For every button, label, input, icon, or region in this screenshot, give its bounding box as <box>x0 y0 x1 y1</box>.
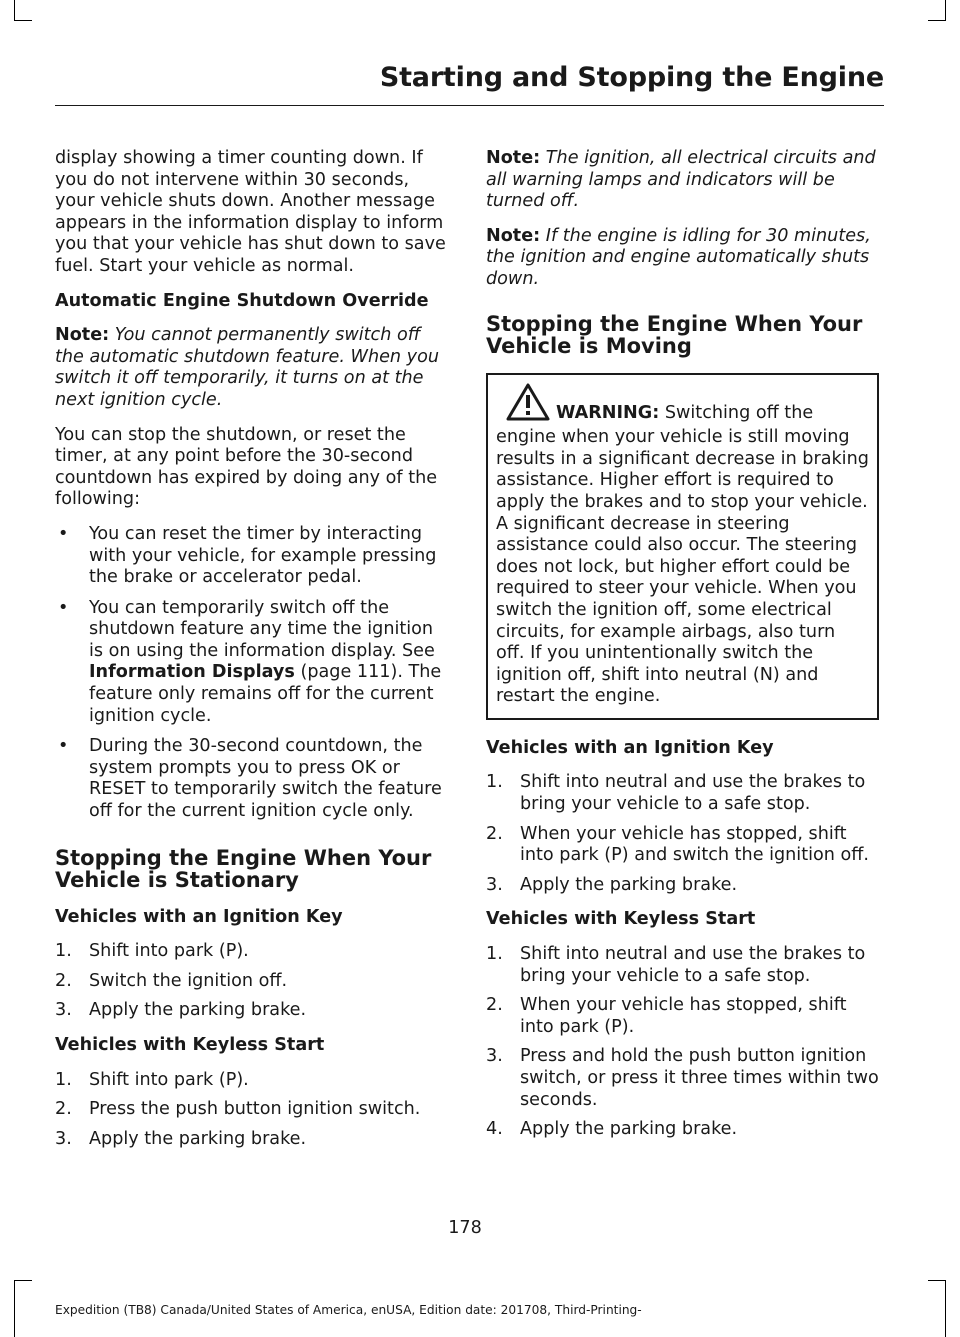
warning-box <box>486 373 879 720</box>
ignition-key-steps <box>486 772 879 896</box>
step-number: 1. <box>486 772 503 793</box>
step-number: 1. <box>55 1069 72 1090</box>
list-item <box>486 1119 879 1141</box>
list-item <box>55 1000 448 1022</box>
list-item <box>55 941 448 963</box>
bullet-glyph: • <box>58 597 69 618</box>
list-item <box>486 995 879 1038</box>
list-item <box>486 772 879 815</box>
step-number: 2. <box>486 995 503 1016</box>
keyless-start-heading: Vehicles with Keyless Start <box>486 909 756 930</box>
ignition-key-heading: Vehicles with an Ignition Key <box>55 906 343 927</box>
list-item <box>55 598 448 728</box>
note-label: Note: <box>486 225 541 246</box>
crop-mark <box>945 1280 946 1337</box>
note-text: You cannot permanently switch off the automatic shutdown feature. When you switch it off temporarily, it turns on at the next ignition cycle. <box>55 325 439 410</box>
step-text: Apply the parking brake. <box>89 1000 307 1021</box>
page-reference: (page 111). <box>294 662 403 683</box>
crop-mark <box>928 20 946 21</box>
bullet-text: During the 30-second countdown, the system prompts you to press OK or RESET to temporarily switch the feature off for the current ignition cycle only. <box>89 736 442 822</box>
note-ignition-off <box>486 148 879 213</box>
crop-mark <box>14 20 32 21</box>
page-number: 178 <box>448 1218 482 1238</box>
ignition-key-heading: Vehicles with an Ignition Key <box>486 737 774 758</box>
list-item <box>486 875 879 897</box>
step-text: Apply the parking brake. <box>520 874 738 895</box>
note-text: If the engine is idling for 30 minutes, the ignition and engine automatically shuts down. <box>486 225 871 289</box>
note-override <box>55 325 448 411</box>
list-item <box>486 824 879 867</box>
note-label: Note: <box>55 325 110 346</box>
step-text: When your vehicle has stopped, shift into park (P) and switch the ignition off. <box>520 823 869 866</box>
list-item <box>55 971 448 993</box>
crop-mark <box>945 0 946 20</box>
crop-mark <box>14 1280 15 1337</box>
page-title: Starting and Stopping the Engine <box>379 62 884 93</box>
bullet-text: You can reset the timer by interacting with your vehicle, for example pressing the brake or accelerator pedal. <box>89 523 437 588</box>
list-item <box>55 1070 448 1092</box>
right-column <box>486 148 879 1154</box>
footer-edition-info: Expedition (TB8) Canada/United States of America, enUSA, Edition date: 201708, Third-Printing- <box>55 1303 642 1317</box>
left-column <box>55 148 448 1163</box>
list-item <box>55 1099 448 1121</box>
warning-text: Switching off the engine when your vehicle is still moving results in a significant decrease in braking assistance. Higher effort is required to apply the brakes and to stop your vehicle. A significant decrease in steering assistance could also occur. The steering does not lock, but higher effort could be required to steer your vehicle. When you switch the ignition off, some electrical circuits, for example airbags, also turn off. If you unintentionally switch the ignition off, shift into neutral (N) and restart the engine. <box>496 402 869 707</box>
list-item <box>55 736 448 822</box>
keyless-start-steps <box>55 1070 448 1151</box>
step-text: Apply the parking brake. <box>89 1128 307 1149</box>
step-text: Press the push button ignition switch. <box>89 1099 421 1120</box>
step-number: 4. <box>486 1119 503 1140</box>
step-number: 1. <box>55 941 72 962</box>
stationary-heading: Stopping the Engine When Your Vehicle is Stationary <box>55 845 432 892</box>
crop-mark <box>14 0 15 20</box>
note-label: Note: <box>486 148 541 168</box>
crop-mark <box>14 1280 32 1281</box>
cross-reference-link[interactable]: Information Displays <box>89 662 295 683</box>
list-item <box>55 1129 448 1151</box>
step-text: Apply the parking brake. <box>520 1119 738 1140</box>
step-text: Shift into neutral and use the brakes to bring your vehicle to a safe stop. <box>520 944 866 986</box>
note-text: The ignition, all electrical circuits and all warning lamps and indicators will be turned off. <box>486 148 876 212</box>
step-number: 2. <box>55 1099 72 1120</box>
bullet-text: You can temporarily switch off the shutdown feature any time the ignition is on using the information display. See <box>89 597 435 661</box>
step-number: 2. <box>55 970 72 991</box>
ignition-key-steps <box>55 941 448 1022</box>
list-item <box>486 1046 879 1111</box>
moving-heading: Stopping the Engine When Your Vehicle is Moving <box>486 311 863 358</box>
keyless-start-heading: Vehicles with Keyless Start <box>55 1035 325 1055</box>
step-number: 3. <box>486 874 503 895</box>
step-text: Switch the ignition off. <box>89 970 288 991</box>
note-idling <box>486 226 879 291</box>
step-number: 3. <box>486 1046 503 1067</box>
step-number: 3. <box>55 1000 72 1021</box>
bullet-glyph: • <box>58 736 69 757</box>
warning-triangle-icon <box>506 383 550 428</box>
step-text: Shift into neutral and use the brakes to bring your vehicle to a safe stop. <box>520 772 866 815</box>
step-text: Shift into park (P). <box>89 941 249 962</box>
intro-paragraph: display showing a timer counting down. If you do not intervene within 30 seconds, your vehicle shuts down. Another message appears in the information display to inform you that your vehicle has shut down to save fuel. Start your vehicle as normal. <box>55 148 446 276</box>
warning-label: WARNING: <box>556 402 660 423</box>
step-number: 2. <box>486 823 503 844</box>
step-text: When your vehicle has stopped, shift into park (P). <box>520 995 847 1037</box>
step-text: Press and hold the push button ignition switch, or press it three times within two seconds. <box>520 1046 879 1110</box>
list-item <box>486 944 879 987</box>
override-bullet-list <box>55 524 448 823</box>
step-text: Shift into park (P). <box>89 1069 249 1090</box>
list-item <box>55 524 448 589</box>
crop-mark <box>928 1280 946 1281</box>
override-heading: Automatic Engine Shutdown Override <box>55 290 429 311</box>
step-number: 1. <box>486 944 503 965</box>
bullet-text: The feature only remains off for the current ignition cycle. <box>89 662 442 726</box>
stop-paragraph: You can stop the shutdown, or reset the timer, at any point before the 30-second countdown has expired by doing any of the following: <box>55 424 438 510</box>
header-rule <box>55 105 884 106</box>
step-number: 3. <box>55 1128 72 1149</box>
keyless-start-steps <box>486 944 879 1141</box>
bullet-glyph: • <box>58 523 69 544</box>
